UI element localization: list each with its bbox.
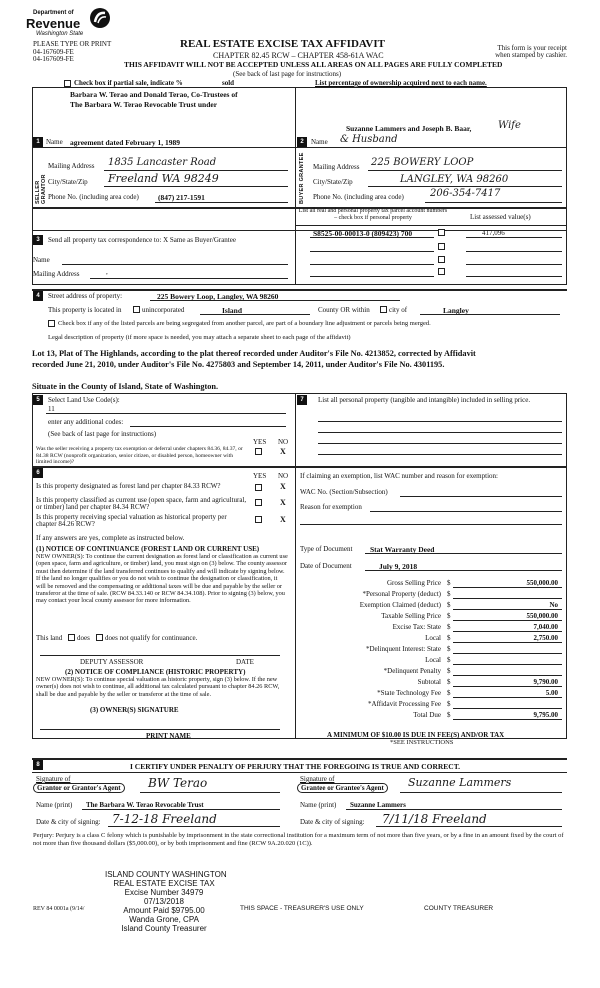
tax-row-currency: $ (447, 634, 451, 642)
grantee-signature: Suzanne Lammers (408, 776, 512, 789)
minimum-note: A MINIMUM OF $10.00 IS DUE IN FEE(S) AND/OR TAX (327, 731, 505, 739)
land-use-code: 11 (48, 405, 55, 413)
s6-answer-2: X (280, 498, 286, 507)
s6-yes: YES (253, 472, 267, 480)
tax-row-rule (453, 642, 562, 643)
section-7-number: 7 (297, 395, 307, 405)
land-use-additional-rule (130, 426, 286, 427)
seller-side-label: SELLER GRANTOR (35, 174, 47, 204)
grantee-date-label: Date & city of signing: (300, 818, 365, 826)
buyer-city-label: City/State/Zip (313, 178, 353, 186)
does-not-label: does not qualify for continuance. (105, 634, 198, 642)
doc-date-value: July 9, 2018 (379, 562, 418, 571)
grantor-date-rule (108, 826, 280, 827)
value-3-rule (466, 264, 562, 265)
section-3-number: 3 (33, 235, 43, 245)
section-4-number: 4 (33, 291, 43, 301)
segregated-label: Check box if any of the listed parcels are being segregated from another parcel, are part of a boundary line adjustment or parcels being merged. (58, 320, 431, 327)
segregated-checkbox[interactable] (48, 320, 55, 327)
pp-rule-1 (318, 421, 562, 422)
buyer-city-rule (368, 186, 562, 187)
land-use-yes: YES (253, 438, 267, 446)
tax-row-rule (453, 609, 562, 610)
tax-row-rule (453, 697, 562, 698)
tax-row-value: 9,795.00 (533, 711, 558, 719)
s6-answer-1: X (280, 482, 286, 491)
seller-mailing-label: Mailing Address (48, 162, 95, 170)
parcel-2-rule (310, 251, 434, 252)
seller-mailing-value: 1835 Lancaster Road (108, 157, 217, 168)
exemption-claim-label: If claiming an exemption, list WAC number and reason for exemption: (300, 472, 498, 480)
exemption-question: Was the seller receiving a property tax exemption or deferral under chapters 84.36, 84.37, or 84.38 RCW (nonprofit organization, senior citizen, or disabled person, homeowner with limited income)? (36, 446, 243, 465)
county-treasurer: COUNTY TREASURER (424, 905, 494, 912)
notice-2-title: (2) NOTICE OF COMPLIANCE (HISTORIC PROPERTY) (65, 668, 246, 676)
buyer-phone-value: 206-354-7417 (430, 188, 501, 199)
legal-label: Legal description of property (if more space is needed, you may attach a separate sheet to each page of the affidavit) (48, 334, 351, 341)
notice-1-text: NEW OWNER(S): To continue the current designation as forest land or classification as current use (open space, farm and agriculture, or timber) land, you must sign on (3) below. The county assessor must then determine if the land transferred continues to qualify and will indicate by signing below. If the land no longer qualifies or you do not wish to continue the designation or classification, it will be removed and the compensating or additional taxes will be due and payable by the seller or transferor at the time of sale. (RCW 84.33.140 or RCW 84.34.108). Prior to signing (3) below, you may contact your local county assessor for more information. (36, 553, 288, 605)
s6-question-2: Is this property classified as current use (open space, farm and agricultural, or timber) land per chapter 84.34 RCW? (36, 496, 247, 511)
type-or-print: PLEASE TYPE OR PRINT (33, 40, 112, 48)
buyer-name-hw1: Wife (498, 120, 521, 131)
tax-row-rule (453, 587, 562, 588)
county-value: Island (222, 306, 243, 315)
tax-row-currency: $ (447, 689, 451, 697)
doc-type-label: Type of Document (300, 545, 353, 553)
tax-row-label: Local (425, 634, 441, 642)
s6-no: NO (278, 472, 289, 480)
tax-row-value: 550,000.00 (526, 579, 558, 587)
tax-row-label: *Delinquent Penalty (383, 667, 441, 675)
buyer-phone-label: Phone No. (including area code) (313, 193, 404, 201)
sold-label: sold (222, 79, 235, 87)
seller-city-label: City/State/Zip (48, 178, 88, 186)
perjury-notice: Perjury: Perjury is a class C felony which is punishable by imprisonment in the state correctional institution for a maximum term of not more than five years, or by a fine in an amount fixed by the court of not more than five thousand dollars ($5,000.00), or by both imprisonment and fine (RCW 9A.20.020 (1C)). (33, 832, 564, 847)
city-value: Langley (443, 306, 469, 315)
reason-rule-1 (370, 511, 562, 512)
seller-phone-rule (155, 202, 288, 203)
section-6-number: 6 (33, 468, 43, 478)
s6-question-1: Is this property designated as forest land per chapter 84.33 RCW? (36, 482, 221, 490)
tax-row-label: Gross Selling Price (386, 579, 441, 587)
tax-row-value: 2,750.00 (533, 634, 558, 642)
parcel-2-checkbox[interactable] (438, 243, 445, 250)
wac-rule (400, 496, 562, 497)
value-4-rule (466, 276, 562, 277)
tax-row-currency: $ (447, 579, 451, 587)
tax-row-label: *Delinquent Interest: State (365, 645, 441, 653)
parcel-divider (295, 207, 296, 285)
tax-row-label: Local (425, 656, 441, 664)
stamp-line6: Wanda Grone, CPA (129, 915, 199, 924)
does-not-checkbox[interactable] (96, 634, 103, 641)
buyer-mailing-label: Mailing Address (313, 163, 360, 171)
street-value: 225 Bowery Loop, Langley, WA 98260 (157, 292, 279, 301)
personal-property-label: List all personal property (tangible and intangible) included in selling price. (318, 396, 531, 404)
city-rule (420, 314, 560, 315)
treasurer-space: THIS SPACE - TREASURER'S USE ONLY (240, 905, 364, 912)
grantee-date: 7/11/18 Freeland (382, 812, 487, 826)
parcel-4-rule (310, 276, 434, 277)
stamp-line7: Island County Treasurer (121, 924, 207, 933)
does-checkbox[interactable] (68, 634, 75, 641)
stamp-line4: 07/13/2018 (143, 897, 185, 906)
doc-type-rule (365, 553, 562, 554)
form-no-2: 04-167609-FE (33, 55, 74, 63)
ownership-note: List percentage of ownership acquired next to each name. (315, 79, 487, 87)
seller-city-value: Freeland WA 98249 (108, 172, 219, 185)
grantee-name-rule (346, 809, 562, 810)
pp-rule-4 (318, 454, 562, 455)
grantor-sig-rule (140, 792, 280, 793)
located-label: This property is located in (48, 306, 122, 314)
tax-row-currency: $ (447, 645, 451, 653)
tax-row-rule (453, 664, 562, 665)
corr-name-label: Name (33, 256, 50, 264)
seller-name-label: Name (46, 138, 63, 146)
buyer-side-label: BUYER GRANTEE (299, 152, 305, 204)
doc-type-value: Stat Warranty Deed (370, 545, 435, 554)
tax-row-label: Taxable Selling Price (381, 612, 441, 620)
dor-logo-icon (88, 6, 112, 30)
buyer-name-hw2: & Husband (340, 134, 398, 145)
tax-row-rule (453, 686, 562, 687)
dept-line1: Department of (33, 10, 74, 16)
tax-row-currency: $ (447, 623, 451, 631)
tax-row-value: No (549, 601, 558, 609)
parcel-3-checkbox[interactable] (438, 256, 445, 263)
seller-mailing-rule (104, 170, 288, 171)
partial-sale-checkbox[interactable] (64, 80, 71, 87)
section-6-top-rule (32, 466, 567, 468)
tax-row-currency: $ (447, 612, 451, 620)
correspondence-label: Send all property tax correspondence to: X Same as Buyer/Grantee (48, 236, 236, 244)
form-title: REAL ESTATE EXCISE TAX AFFIDAVIT (180, 38, 385, 50)
tax-row-rule (453, 598, 562, 599)
value-1-rule (466, 237, 562, 238)
buyer-city-value: LANGLEY, WA 98260 (400, 174, 509, 185)
seller-name-line2: The Barbara W. Terao Revocable Trust under (70, 100, 218, 109)
parcel-header-rule (295, 225, 567, 226)
grantor-name-rule (82, 809, 280, 810)
assessed-value-1: 417,096 (482, 229, 505, 237)
seller-name-rule (68, 147, 288, 148)
section-2-number: 2 (297, 137, 307, 147)
tax-row-label: Exemption Claimed (deduct) (359, 601, 441, 609)
buyer-phone-rule (425, 202, 562, 203)
legal-line3: Situate in the County of Island, State of Washington. (32, 382, 219, 391)
tax-row-rule (453, 631, 562, 632)
s6-q1-yes-box[interactable] (255, 484, 262, 491)
stamp-line1: ISLAND COUNTY WASHINGTON (105, 870, 227, 879)
grantee-sig-rule (400, 792, 562, 793)
parcel-1: S8525-00-00013-0 (809423) 700 (313, 229, 413, 238)
grantee-date-rule (376, 826, 562, 827)
tax-row-currency: $ (447, 711, 451, 719)
does-label: does (77, 634, 90, 642)
see-instructions: *SEE INSTRUCTIONS (390, 739, 454, 746)
grantor-name: The Barbara W. Terao Revocable Trust (86, 801, 204, 809)
tax-row-label: Excise Tax: State (392, 623, 441, 631)
notice-2-text: NEW OWNER(S): To continue special valuation as historic property, sign (3) below. If the new owner(s) does not wish to continue, all additional tax calculated pursuant to chapter 84.26 RCW, shall be due and payable by the seller or transferor at the time of sale. (36, 676, 280, 698)
parcel-3-rule (310, 264, 434, 265)
stamp-line5: Amount Paid $9795.00 (123, 906, 205, 915)
s6-answer-3: X (280, 515, 286, 524)
land-use-no: NO (278, 438, 289, 446)
stamp-line3: Excise Number 34979 (124, 888, 204, 897)
tax-row-value: 550,000.00 (526, 612, 558, 620)
buyer-name-rule (330, 147, 562, 148)
corr-mailing-comma: , (106, 268, 108, 276)
tax-row-currency: $ (447, 656, 451, 664)
tax-row-label: *Affidavit Processing Fee (368, 700, 441, 708)
city-checkbox[interactable] (380, 306, 387, 313)
receipt-note-2: when stamped by cashier. (495, 51, 567, 59)
parcels-header: List all real and personal property tax parcel account numbers – check box if personal property (298, 208, 448, 221)
wac-label: WAC No. (Section/Subsection) (300, 488, 388, 496)
tax-row-currency: $ (447, 678, 451, 686)
print-name-rule (40, 729, 280, 730)
value-2-rule (466, 251, 562, 252)
seller-name-line1: Barbara W. Terao and Donald Terao, Co-Trustees of (70, 90, 238, 99)
tax-row-value: 5.00 (545, 689, 558, 697)
corr-mailing-rule (90, 278, 288, 279)
grantee-sig-of: Signature of (300, 775, 335, 783)
corr-mailing-label: Mailing Address (33, 270, 80, 278)
s6-if-yes: If any answers are yes, complete as instructed below. (36, 534, 185, 542)
dept-line3: Washington State (36, 31, 84, 37)
county-rule (200, 314, 310, 315)
dept-line2: Revenue (26, 16, 81, 31)
exemption-answer: X (280, 447, 286, 456)
tax-row-currency: $ (447, 667, 451, 675)
seller-phone-label: Phone No. (including area code) (48, 193, 139, 201)
sections-5-7-divider (295, 393, 296, 739)
s6-q3-yes-box[interactable] (255, 516, 262, 523)
land-use-additional: enter any additional codes: (48, 418, 124, 426)
form-no-1: 04-167609-FE (33, 48, 74, 56)
tax-row-label: *State Technology Fee (377, 689, 441, 697)
legal-line2: recorded June 21, 2010, under Auditor's File No. 4275803 and September 14, 2011, under Auditor's File No. 4301195. (32, 360, 445, 369)
this-land-label: This land (36, 634, 63, 642)
street-label: Street address of property: (48, 292, 123, 300)
tax-row-value: 9,790.00 (533, 678, 558, 686)
grantor-date: 7-12-18 Freeland (112, 812, 217, 826)
notice-1-title: (1) NOTICE OF CONTINUANCE (FOREST LAND OR CURRENT USE) (36, 545, 260, 553)
county-label: County OR within (318, 306, 370, 314)
land-use-label: Select Land Use Code(s): (48, 396, 120, 404)
tax-row-currency: $ (447, 700, 451, 708)
tax-row-currency: $ (447, 601, 451, 609)
grantee-name: Suzanne Lammers (350, 801, 406, 809)
grantor-name-label: Name (print) (36, 801, 73, 809)
tax-row-label: Total Due (413, 711, 441, 719)
section-1-number: 1 (33, 137, 43, 147)
deputy-assessor-label: DEPUTY ASSESSOR (80, 658, 144, 666)
deputy-rule (40, 655, 280, 656)
grantor-agent-label: Grantor or Grantor's Agent (33, 783, 125, 793)
pp-rule-3 (318, 443, 562, 444)
parcel-1-checkbox[interactable] (438, 229, 445, 236)
tax-row-currency: $ (447, 590, 451, 598)
seller-phone-value: (847) 217-1591 (158, 193, 205, 202)
section-4-top-rule (32, 289, 567, 291)
doc-date-label: Date of Document (300, 562, 352, 570)
partial-sale-label: Check box if partial sale, indicate % (74, 79, 183, 87)
section-8-rule (32, 772, 567, 773)
land-use-code-rule (46, 413, 286, 414)
rev-number: REV 84 0001a (9/14/ (33, 906, 85, 912)
s6-question-3: Is this property receiving special valuation as historical property per chapter 84.26 RCW? (36, 513, 227, 528)
print-name-label: PRINT NAME (146, 732, 191, 740)
pp-rule-2 (318, 432, 562, 433)
reason-label: Reason for exemption (300, 503, 362, 511)
form-warning: THIS AFFIDAVIT WILL NOT BE ACCEPTED UNLESS ALL AREAS ON ALL PAGES ARE FULLY COMPLETED (124, 60, 503, 69)
receipt-note-1: This form is your receipt (497, 44, 567, 52)
grantor-sig-of: Signature of (36, 775, 71, 783)
reason-rule-2 (300, 524, 562, 525)
grantee-name-label: Name (print) (300, 801, 337, 809)
tax-row-rule (453, 620, 562, 621)
tax-row-label: *Personal Property (deduct) (362, 590, 441, 598)
grantor-signature: BW Terao (148, 776, 208, 790)
see-back-note: (See back of last page for instructions) (233, 70, 342, 78)
exemption-yes-box[interactable] (255, 448, 262, 455)
date-label: DATE (236, 658, 254, 666)
grantee-agent-label: Grantee or Grantee's Agent (297, 783, 388, 793)
parcel-4-checkbox[interactable] (438, 268, 445, 275)
seller-name-line3: agreement dated February 1, 1989 (70, 138, 181, 147)
street-rule (150, 300, 400, 301)
certify-statement: I CERTIFY UNDER PENALTY OF PERJURY THAT THE FOREGOING IS TRUE AND CORRECT. (130, 762, 461, 771)
tax-row-rule (453, 708, 562, 709)
stamp-line2: REAL ESTATE EXCISE TAX (113, 879, 215, 888)
buyer-mailing-rule (368, 170, 562, 171)
corr-name-rule (62, 264, 288, 265)
tax-row-rule (453, 653, 562, 654)
buyer-name-line1: Suzanne Lammers and Joseph B. Baar, (346, 124, 472, 133)
seller-city-rule (104, 186, 288, 187)
parcel-1-rule (310, 237, 434, 238)
doc-date-rule (365, 570, 562, 571)
tax-row-label: Subtotal (417, 678, 441, 686)
s6-q2-yes-box[interactable] (255, 499, 262, 506)
buyer-name-label: Name (311, 138, 328, 146)
assessed-header: List assessed value(s) (470, 213, 531, 221)
land-use-see-back: (See back of last page for instructions) (48, 430, 157, 438)
tax-row-value: 7,040.00 (533, 623, 558, 631)
unincorporated-checkbox[interactable] (133, 306, 140, 313)
grantor-date-label: Date & city of signing: (36, 818, 101, 826)
section-8-top-rule (32, 758, 567, 760)
owner-signature-label: (3) OWNER(S) SIGNATURE (90, 706, 179, 714)
tax-row-rule (453, 719, 562, 720)
section-8-number: 8 (33, 760, 43, 770)
unincorporated-label: unincorporated (142, 306, 185, 314)
city-of-label: city of (389, 306, 408, 314)
buyer-mailing-value: 225 BOWERY LOOP (371, 157, 474, 168)
legal-line1: Lot 13, Plat of The Highlands, according to the plat thereof recorded under Auditor's File No. 4213852, corrected by Affidavit (32, 349, 476, 358)
section-5-number: 5 (33, 395, 43, 405)
form-subtitle: CHAPTER 82.45 RCW – CHAPTER 458-61A WAC (213, 51, 384, 60)
tax-row-rule (453, 675, 562, 676)
